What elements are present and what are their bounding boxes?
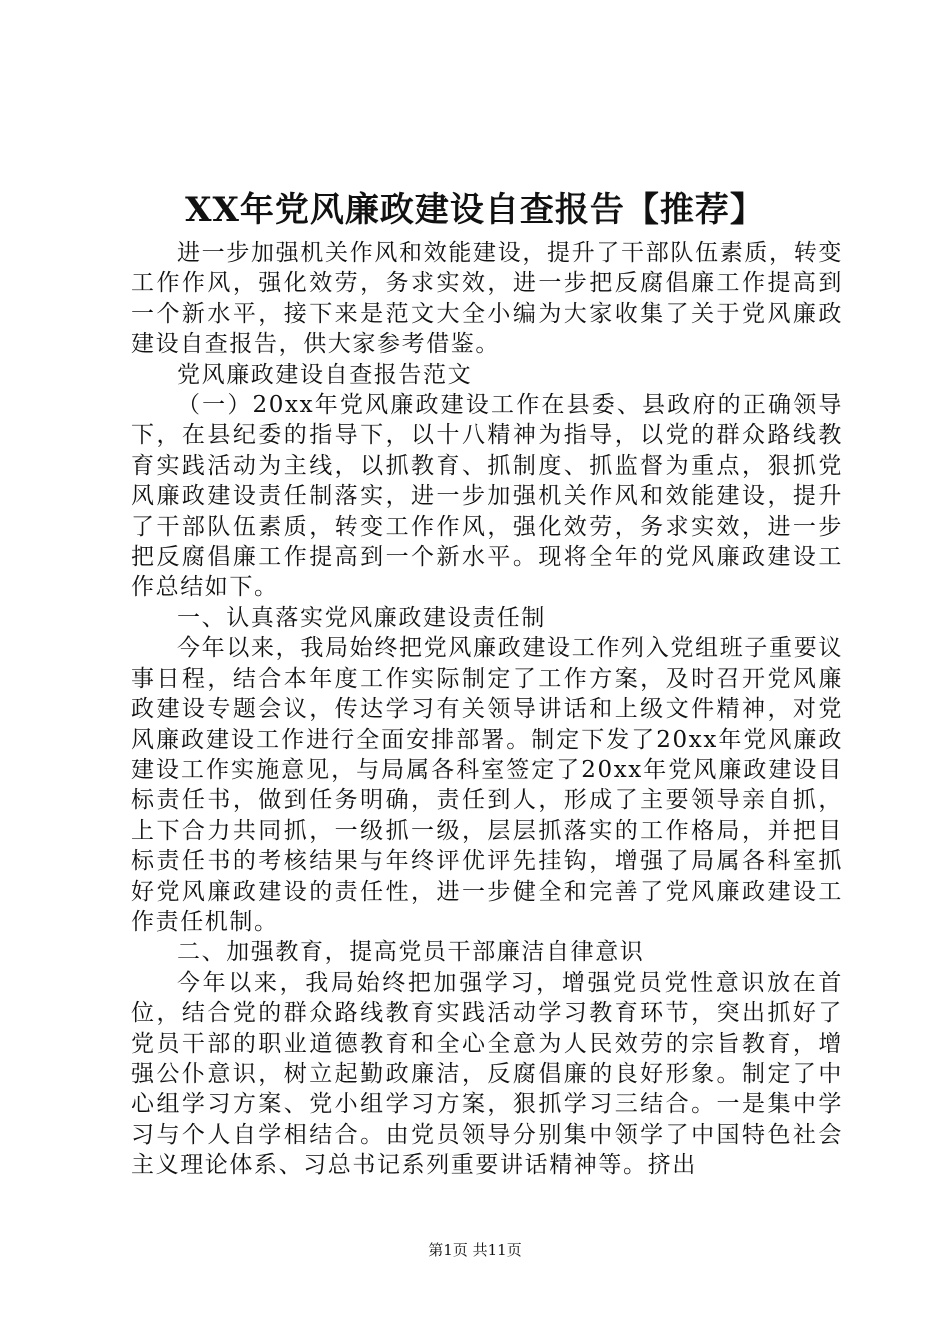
- paragraph-section-one-intro: （一）20xx年党风廉政建设工作在县委、县政府的正确领导下，在县纪委的指导下，以十八精神为指导，以党的群众路线教育实践活动为主线，以抓教育、抓制度、抓监督为重点，狠抓党风廉政建设责任制落实，进一步加强机关作风和效能建设，提升了干部队伍素质，转变工作作风，强化效劳，务求实效，进一步把反腐倡廉工作提高到一个新水平。现将全年的党风廉政建设工作总结如下。: [131, 392, 843, 601]
- paragraph-intro: 进一步加强机关作风和效能建设，提升了干部队伍素质，转变工作作风，强化效劳，务求实效，进一步把反腐倡廉工作提高到一个新水平，接下来是范文大全小编为大家收集了关于党风廉政建设自查报告，供大家参考借鉴。: [131, 240, 843, 358]
- document-body: [131, 238, 843, 1181]
- paragraph-education: 今年以来，我局始终把加强学习，增强党员党性意识放在首位，结合党的群众路线教育实践活动学习教育环节，突出抓好了党员干部的职业道德教育和全心全意为人民效劳的宗旨教育，增强公仆意识，树立起勤政廉洁，反腐倡廉的良好形象。制定了中心组学习方案、党小组学习方案，狠抓学习三结合。一是集中学习与个人自学相结合。由党员领导分别集中领学了中国特色社会主义理论体系、习总书记系列重要讲话精神等。挤出: [131, 969, 843, 1179]
- paragraph-subtitle: 党风廉政建设自查报告范文: [177, 361, 473, 388]
- section-heading-1: 一、认真落实党风廉政建设责任制: [177, 604, 546, 631]
- paragraph-responsibility: 今年以来，我局始终把党风廉政建设工作列入党组班子重要议事日程，结合本年度工作实际制定了工作方案，及时召开党风廉政建设专题会议，传达学习有关领导讲话和上级文件精神，对党风廉政建设工作进行全面安排部署。制定下发了20xx年党风廉政建设工作实施意见，与局属各科室签定了20xx年党风廉政建设目标责任书，做到任务明确，责任到人，形成了主要领导亲自抓，上下合力共同抓，一级抓一级，层层抓落实的工作格局，并把目标责任书的考核结果与年终评优评先挂钩，增强了局属各科室抓好党风廉政建设的责任性，进一步健全和完善了党风廉政建设工作责任机制。: [131, 635, 843, 935]
- document-title: XX年党风廉政建设自查报告【推荐】: [185, 190, 765, 230]
- page-footer: 第1页 共11页: [428, 1241, 522, 1259]
- section-heading-2: 二、加强教育，提高党员干部廉洁自律意识: [177, 939, 645, 966]
